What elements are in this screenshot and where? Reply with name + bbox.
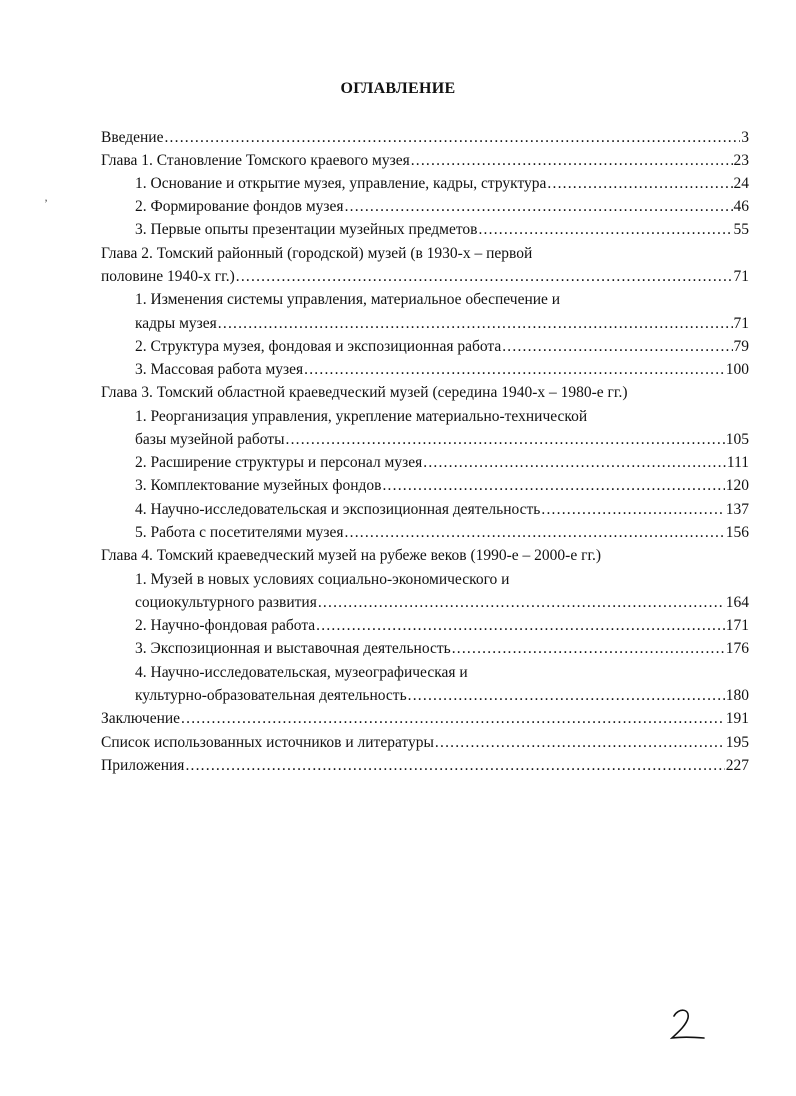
toc-entry-section-4-3 [135,639,749,659]
toc-entry-label: половине 1940-х гг.) [101,268,235,285]
toc-entry-label: Глава 2. Томский районный (городской) музей (в 1930-х – первой [101,245,533,262]
toc-entry-page: 71 [733,315,749,332]
toc-entry-appendices [101,756,749,776]
toc-entry-label: социокультурного развития [135,594,317,611]
toc-entry-section-3-1-line-1 [135,407,749,427]
toc-entry-label: Глава 1. Становление Томского краевого музея [101,152,410,169]
toc-entry-label: 4. Научно-исследовательская, музеографическая и [135,664,468,681]
leader-dots [541,500,724,520]
toc-entry-section-1-2 [135,197,749,217]
leader-dots [547,174,732,194]
toc-entry-page: 191 [725,710,749,727]
toc-entry-label: 1. Основание и открытие музея, управление, кадры, структура [135,175,547,192]
toc-entry-section-4-4-line-2 [135,686,749,706]
toc-entry-page: 23 [733,152,749,169]
toc-entry-label: 3. Массовая работа музея [135,361,304,378]
toc-entry-section-2-3 [135,360,749,380]
toc-entry-page: 227 [725,757,749,774]
toc-entry-label: Заключение [101,710,181,727]
toc-entry-section-4-1-line-1 [135,570,749,590]
toc-entry-page: 180 [725,687,749,704]
toc-entry-page: 105 [725,431,749,448]
toc-entry-label: 2. Расширение структуры и персонал музея [135,454,423,471]
toc-entry-chapter-2-line-1 [101,244,749,264]
toc-entry-section-4-4-line-1 [135,663,749,683]
leader-dots [286,430,725,450]
toc-entry-chapter-1 [101,151,749,171]
toc-entry-section-2-1-line-1 [135,290,749,310]
toc-entry-page: 71 [733,268,749,285]
leader-dots [316,616,725,636]
leader-dots [478,220,732,240]
toc-entry-label: 1. Музей в новых условиях социально-экономического и [135,571,510,588]
toc-entry-page: 137 [725,501,749,518]
toc-entry-references [101,733,749,753]
toc-entry-label: 4. Научно-исследовательская и экспозиционная деятельность [135,501,541,518]
leader-dots [452,639,725,659]
leader-dots [164,128,740,148]
leader-dots [435,733,725,753]
toc-entry-label: 2. Научно-фондовая работа [135,617,316,634]
toc-entry-page: 171 [725,617,749,634]
toc-entry-section-3-1-line-2 [135,430,749,450]
toc-entry-page: 55 [733,221,749,238]
toc-entry-label: 2. Формирование фондов музея [135,198,344,215]
toc-entry-section-4-1-line-2 [135,593,749,613]
toc-entry-page: 195 [725,734,749,751]
toc-entry-section-3-3 [135,476,749,496]
toc-entry-label: кадры музея [135,315,217,332]
leader-dots [185,756,724,776]
toc-entry-label: 5. Работа с посетителями музея [135,524,344,541]
toc-entry-section-2-2 [135,337,749,357]
leader-dots [408,686,725,706]
scan-speck: ’ [44,196,48,210]
toc-entry-page: 3 [741,129,749,146]
toc-entry-page: 176 [725,640,749,657]
toc-entry-label: Глава 4. Томский краеведческий музей на рубеже веков (1990-е – 2000-е гг.) [101,547,602,564]
leader-dots [218,314,733,334]
toc-entry-label: 1. Реорганизация управления, укрепление материально-технической [135,408,588,425]
toc-entry-label: Глава 3. Томский областной краеведческий музей (середина 1940-х – 1980-е гг.) [101,384,628,401]
toc-entry-page: 79 [733,338,749,355]
toc-entry-chapter-3 [101,383,749,403]
toc-entry-page: 120 [725,477,749,494]
toc-entry-label: 2. Структура музея, фондовая и экспозиционная работа [135,338,502,355]
toc-entry-label: 1. Изменения системы управления, материальное обеспечение и [135,291,561,308]
toc-entry-label: 3. Первые опыты презентации музейных предметов [135,221,478,238]
leader-dots [423,453,726,473]
toc-entry-page: 156 [725,524,749,541]
toc-entry-conclusion [101,709,749,729]
toc-entry-label: Приложения [101,757,185,774]
toc-entry-section-2-1-line-2 [135,314,749,334]
toc-entry-page: 24 [733,175,749,192]
toc-entry-page: 46 [733,198,749,215]
leader-dots [502,337,732,357]
toc-entry-chapter-4 [101,546,749,566]
toc-entry-introduction [101,128,749,148]
toc-entry-label: Введение [101,129,164,146]
toc-entry-section-4-2 [135,616,749,636]
toc-entry-page: 100 [725,361,749,378]
toc-entry-page: 164 [725,594,749,611]
leader-dots [181,709,725,729]
toc-entry-label: Список использованных источников и литературы [101,734,434,751]
leader-dots [304,360,725,380]
toc-entry-label: 3. Комплектование музейных фондов [135,477,382,494]
leader-dots [318,593,725,613]
leader-dots [382,476,724,496]
toc-entry-section-3-5 [135,523,749,543]
toc-entry-label: базы музейной работы [135,431,285,448]
leader-dots [411,151,733,171]
toc-entry-label: культурно-образовательная деятельность [135,687,407,704]
leader-dots [345,197,733,217]
toc-entry-section-3-2 [135,453,749,473]
leader-dots [236,267,733,287]
handwritten-page-number [664,1004,708,1044]
toc-entry-section-3-4 [135,500,749,520]
toc-entry-section-1-3 [135,220,749,240]
toc-entry-chapter-2-line-2 [101,267,749,287]
page-title: ОГЛАВЛЕНИЕ [340,80,456,97]
toc-entry-page: 111 [726,454,749,471]
toc-entry-label: 3. Экспозиционная и выставочная деятельность [135,640,451,657]
toc-entry-section-1-1 [135,174,749,194]
leader-dots [345,523,725,543]
